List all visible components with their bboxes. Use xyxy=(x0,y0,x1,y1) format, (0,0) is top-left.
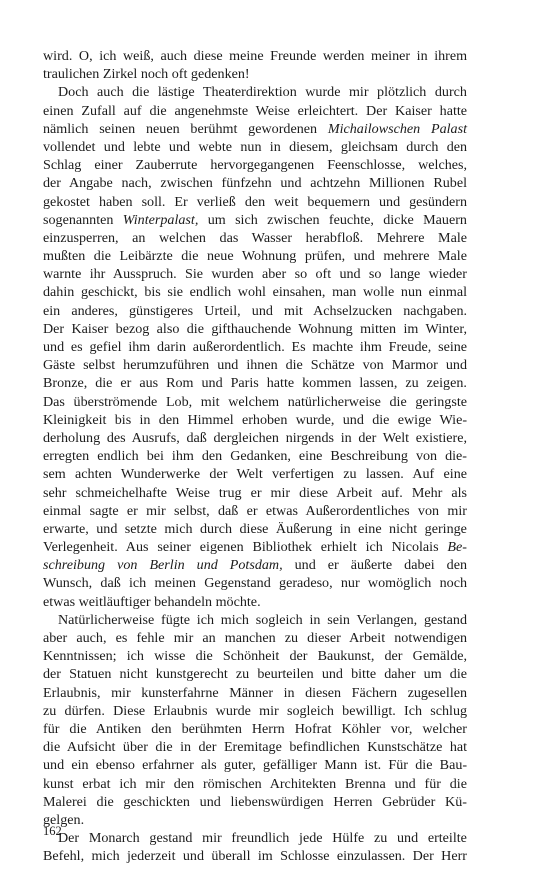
text-segment: sogenannten xyxy=(43,211,114,228)
text-line xyxy=(43,302,467,320)
text-line xyxy=(43,247,467,265)
text-segment: Natürlicherweise fügte ich mich sogleich in sein Verlangen, gestand xyxy=(58,611,467,628)
text-line xyxy=(43,429,467,447)
italic-text: Be- xyxy=(447,539,467,556)
text-segment: einzusperren, an welchen das Wasser herabfloß. Mehrere Male xyxy=(43,229,467,246)
italic-text: Winterpalast, xyxy=(122,211,199,228)
text-line xyxy=(43,65,467,83)
text-line xyxy=(43,211,467,229)
text-segment: Verlegenheit. Aus seiner eigenen Bibliothek erhielt ich Nicolais xyxy=(43,539,439,556)
text-line xyxy=(43,684,467,702)
text-line xyxy=(43,193,467,211)
text-line xyxy=(43,265,467,283)
text-line xyxy=(43,665,467,683)
text-segment: Der Kaiser bezog also die gifthauchende Wohnung mitten im Winter, xyxy=(43,320,467,337)
text-segment: einen Zufall auf die angenehmste Weise erleichtert. Der Kaiser hatte xyxy=(43,102,468,119)
text-segment: und es gefiel ihm darin außerordentlich. Es machte ihm Freude, seine xyxy=(43,339,468,355)
text-segment: erwarte, und setzte mich durch diese Äußerung in eine nicht geringe xyxy=(43,520,467,537)
text-segment: der Angabe nach, zwischen fünfzehn und achtzehn Millionen Rubel xyxy=(43,175,467,192)
text-segment: ein anderes, günstigeres Urteil, und mit Achselzucken nachgaben. xyxy=(43,302,468,319)
text-segment: die Aufsicht über die in der Eremitage befindlichen Kunstschätze hat xyxy=(43,739,468,756)
text-segment: warnte ihr Ausspruch. Sie wurden aber so oft und so lange wieder xyxy=(43,266,467,283)
text-line xyxy=(43,120,467,138)
text-segment: etwas weitläuftiger behandeln möchte. xyxy=(43,593,261,610)
text-line xyxy=(43,629,467,647)
text-segment: gekostet haben soll. Er verließ den weit bequemern und gesündern xyxy=(43,193,468,210)
text-segment: Kleinigkeit bis in den Himmel erhoben wurde, und die ewige Wie- xyxy=(43,411,468,428)
text-segment: Der Monarch gestand mir freundlich jede Hülfe zu und erteilte xyxy=(58,830,467,847)
text-line xyxy=(43,484,467,502)
text-segment: Das überströmende Lob, mit welchem natürlicherweise die geringste xyxy=(43,393,467,410)
text-segment: Doch auch die lästige Theaterdirektion wurde mir plötzlich durch xyxy=(58,84,467,101)
text-line xyxy=(43,611,467,629)
text-segment: um sich zwischen feuchte, dicke Mauern xyxy=(207,211,467,228)
text-line xyxy=(43,356,467,374)
page-body xyxy=(43,47,467,865)
text-line xyxy=(43,174,467,192)
text-line xyxy=(43,465,467,483)
text-line xyxy=(43,793,467,811)
text-line xyxy=(43,720,467,738)
text-segment: aber auch, es fehle mir an manchen zu dieser Arbeit notwendigen xyxy=(43,630,468,646)
text-line xyxy=(43,593,467,611)
text-segment: Befehl, mich jederzeit und überall im Schlosse einzulassen. Der Herr xyxy=(43,848,467,865)
text-line xyxy=(43,374,467,392)
italic-text: schreibung von Berlin und Potsdam, xyxy=(43,557,283,574)
text-segment: traulichen Zirkel noch oft gedenken! xyxy=(43,66,250,83)
text-line xyxy=(43,738,467,756)
text-line xyxy=(43,775,467,793)
text-segment: Schlag einer Zauberrute hervorgegangenen Feenschlosse, welches, xyxy=(43,157,468,174)
text-segment: mußten die Leibärzte die neue Wohnung prüfen, und mehrere Male xyxy=(43,248,467,265)
text-line xyxy=(43,138,467,156)
text-line xyxy=(43,393,467,411)
text-line xyxy=(43,847,467,865)
text-line xyxy=(43,556,467,574)
text-line xyxy=(43,574,467,592)
text-segment: Kenntnissen; ich wisse die Schönheit der Baukunst, der Gemälde, xyxy=(43,648,468,665)
text-line xyxy=(43,538,467,556)
text-segment: für die Antiken den berühmten Herrn Hofrat Köhler vor, welcher xyxy=(43,720,467,737)
text-line xyxy=(43,756,467,774)
text-segment: derholung des Ausrufs, daß dergleichen nirgends in der Welt existiere, xyxy=(43,429,468,446)
text-line xyxy=(43,83,467,101)
text-line xyxy=(43,520,467,538)
text-segment: sehr schmeichelhafte Weise trug er mir diese Arbeit auf. Mehr als xyxy=(43,484,468,501)
text-line xyxy=(43,338,467,356)
text-segment: sem achten Wunderwerke der Welt verfertigen zu lassen. Auf eine xyxy=(43,466,468,483)
text-line xyxy=(43,647,467,665)
text-segment: Bronze, die er aus Rom und Paris hatte kommen lassen, zu zeigen. xyxy=(43,375,467,392)
text-segment: dahin geschickt, bis sie endlich wohl einsahen, man wolle nun einmal xyxy=(43,284,468,301)
text-segment: erregten endlich bei ihm den Gedanken, eine Beschreibung von die- xyxy=(43,448,468,465)
text-segment: zu dürfen. Diese Erlaubnis wurde mir sogleich bewilligt. Ich schlug xyxy=(43,702,468,719)
text-line xyxy=(43,829,467,847)
text-line xyxy=(43,156,467,174)
text-line xyxy=(43,102,467,120)
text-segment: einmal sagte er mir selbst, daß er etwas Außerordentliches von mir xyxy=(43,502,467,519)
text-segment: Malerei die geschickten und liebenswürdigen Herren Gebrüder Kü- xyxy=(43,793,467,810)
text-segment: Erlaubnis, mir kunsterfahrne Männer in diesen Fächern zugesellen xyxy=(43,684,468,701)
text-line xyxy=(43,283,467,301)
text-line xyxy=(43,702,467,720)
text-segment: nämlich seinen neuen berühmt gewordenen xyxy=(43,120,318,137)
text-segment: und er äußerte dabei den xyxy=(294,557,468,574)
text-segment: vollendet und lebte und webte nun in diesem, gleichsam durch den xyxy=(43,138,468,155)
text-line xyxy=(43,447,467,465)
page-number: 162 xyxy=(43,824,62,838)
text-line xyxy=(43,229,467,247)
text-segment: wird. O, ich weiß, auch diese meine Freunde werden meiner in ihrem xyxy=(43,48,468,64)
text-segment: gelgen. xyxy=(43,811,85,828)
text-line xyxy=(43,502,467,520)
text-segment: der Statuen nicht kunstgerecht zu beurteilen und bitte daher um die xyxy=(43,666,467,683)
text-segment: kunst erbat ich mir den römischen Architekten Brenna und für die xyxy=(43,775,467,792)
text-segment: Wunsch, daß ich meinen Gegenstand geradeso, nur womöglich noch xyxy=(43,575,467,592)
text-segment: und ein ebenso erfahrner als guter, gefälliger Mann ist. Für die Bau- xyxy=(43,757,468,774)
text-line xyxy=(43,47,467,65)
text-segment: Gäste selbst herumzuführen und ihnen die Schätze von Marmor und xyxy=(43,357,467,374)
text-line xyxy=(43,320,467,338)
text-line xyxy=(43,411,467,429)
text-line xyxy=(43,811,467,829)
italic-text: Michailowschen Palast xyxy=(327,120,468,137)
